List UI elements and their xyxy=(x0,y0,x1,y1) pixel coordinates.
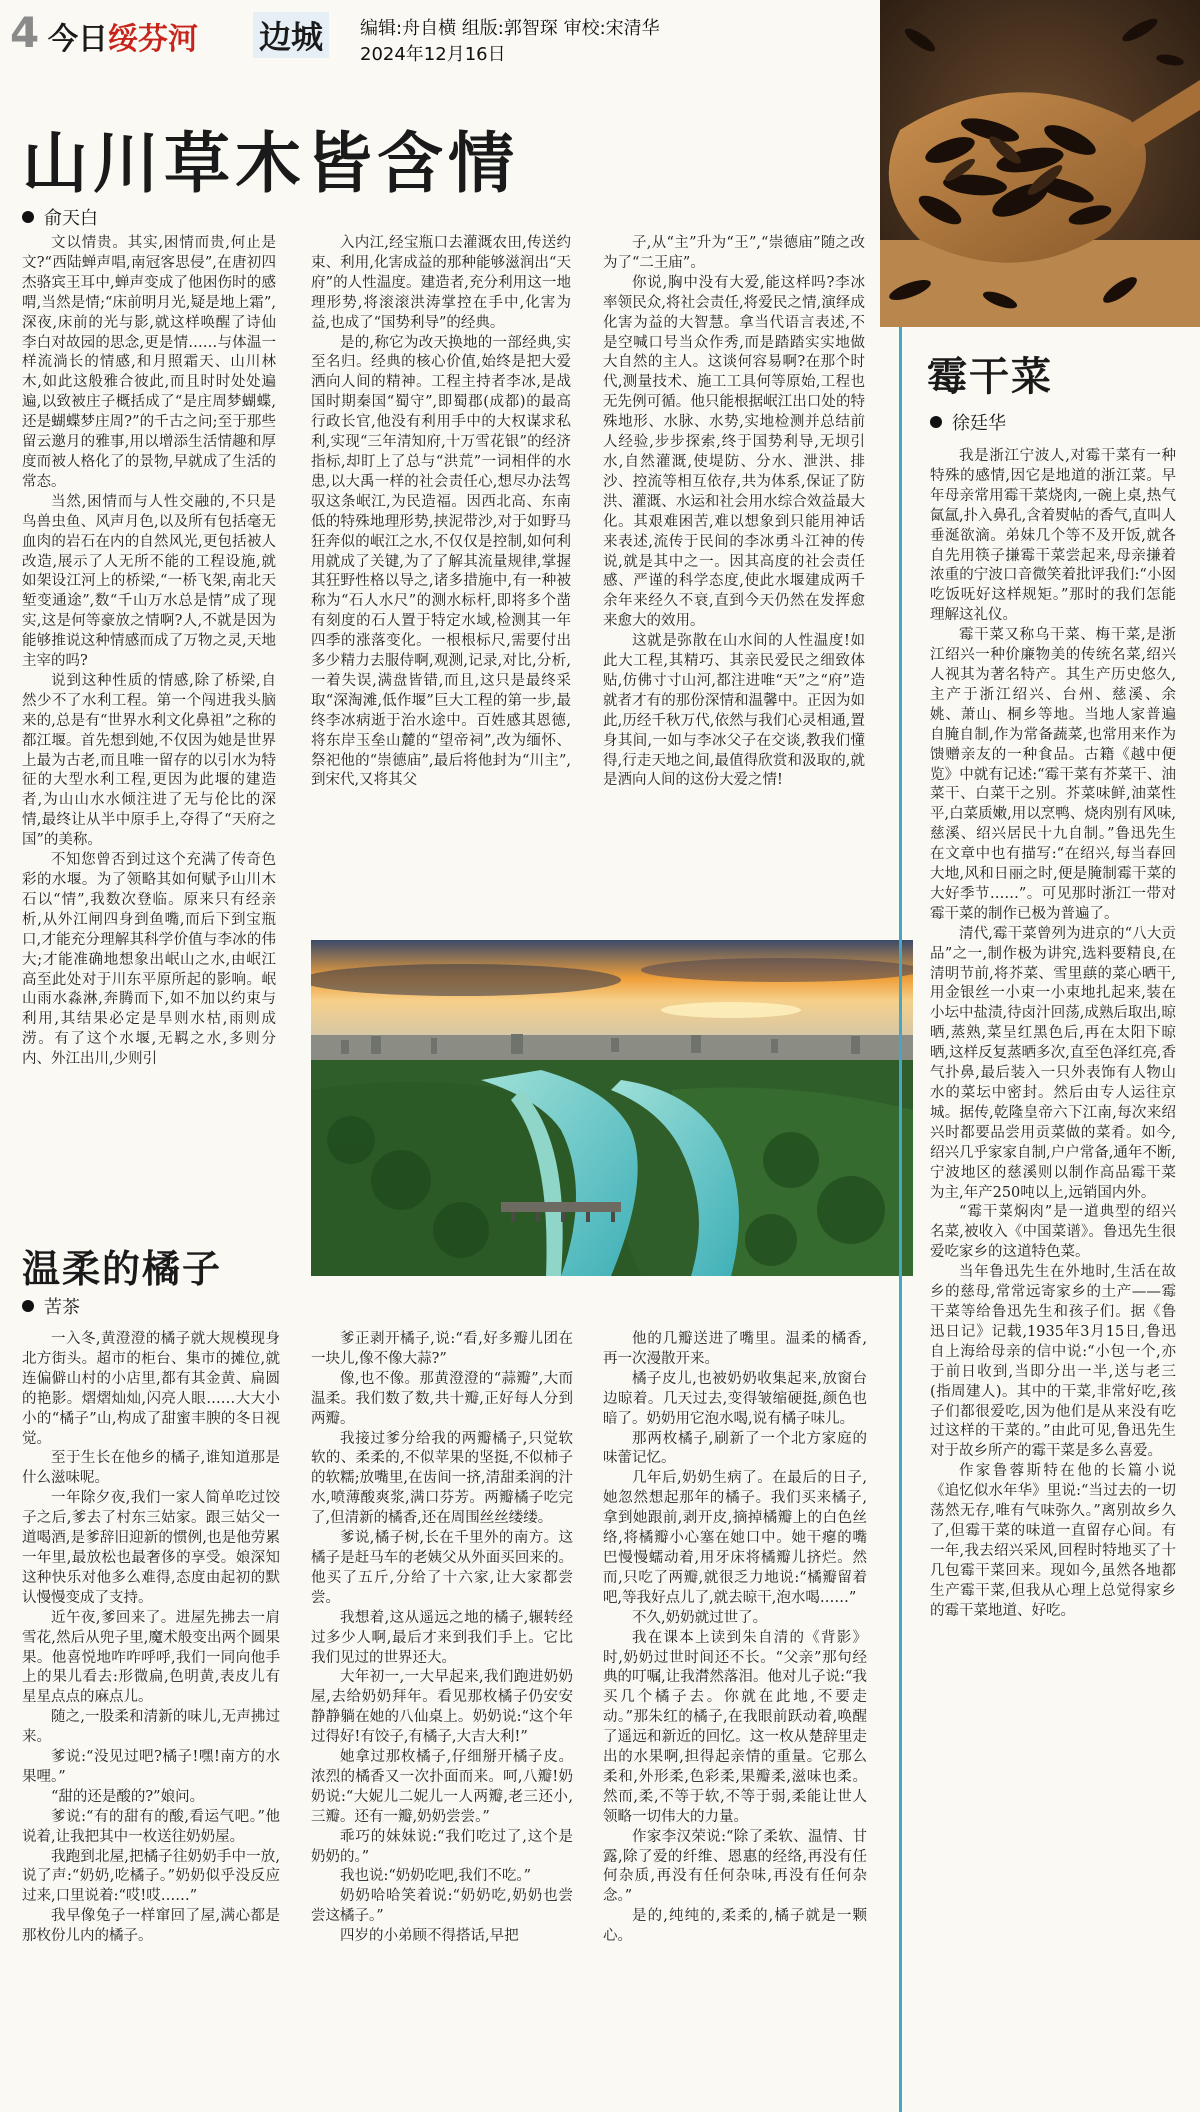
dried-vegetable-photo xyxy=(880,0,1200,327)
article-bottom-column-1 xyxy=(22,1330,280,2106)
paragraph: 霉干菜又称乌干菜、梅干菜,是浙江绍兴一种价廉物美的传统名菜,绍兴人视其为著名特产。其生产历史悠久,主产于浙江绍兴、台州、慈溪、余姚、萧山、桐乡等地。当地人家普遍自腌自制,作为常备蔬菜,也常用来作为馈赠亲友的一种食品。古籍《越中便览》中就有记述:“霉干菜有芥菜干、油菜干、白菜干之别。芥菜味鲜,油菜性平,白菜质嫩,用以烹鸭、烧肉别有风味,慈溪、绍兴居民十九自制。”鲁迅先生在文章中也有描写:“在绍兴,每当春回大地,风和日丽之时,便是腌制霉干菜的大好季节……”。可见那时浙江一带对霉干菜的制作已极为普遍了。 xyxy=(930,627,1176,922)
paragraph: “霉干菜焖肉”是一道典型的绍兴名菜,被收入《中国菜谱》。鲁迅先生很爱吃家乡的这道特色菜。 xyxy=(930,1204,1176,1261)
brand-part-1: 今日 xyxy=(48,22,108,57)
paragraph: 作家鲁蓉斯特在他的长篇小说《追忆似水年华》里说:“当过去的一切荡然无存,唯有气味弥久。”离别故乡久了,但霉干菜的味道一直留存心间。有一年,我去绍兴采风,回程时特地买了十几包霉干菜回来。现如今,虽然各地都生产霉干菜,但我从心理上总觉得家乡的霉干菜地道、好吃。 xyxy=(930,1463,1176,1619)
paragraph: 作家李汉荣说:“除了柔软、温情、甘露,除了爱的纤维、恩惠的经络,再没有任何杂质,再没有任何杂味,再没有任何杂念。” xyxy=(603,1828,867,1905)
paragraph: 随之,一股柔和清新的味儿,无声拂过来。 xyxy=(22,1709,280,1746)
brand-part-2: 绥芬河 xyxy=(108,22,198,57)
article-byline-main xyxy=(22,204,98,230)
paragraph: “甜的还是酸的?”娘问。 xyxy=(51,1788,205,1805)
paragraph: 四岁的小弟顾不得搭话,早把 xyxy=(340,1928,519,1945)
article-main-column-2 xyxy=(311,234,571,934)
article-main-column-1 xyxy=(22,234,276,1185)
column-divider xyxy=(899,327,902,2112)
article-bottom-column-3 xyxy=(603,1330,867,2106)
article-title-main: 山川草木皆含情 xyxy=(22,124,519,202)
article-byline-bottom xyxy=(22,1293,80,1319)
paragraph: 那两枚橘子,刷新了一个北方家庭的味蕾记忆。 xyxy=(603,1430,867,1467)
paragraph: 大年初一,一大早起来,我们跑进奶奶屋,去给奶奶拜年。看见那枚橘子仍安安静静躺在她的八仙桌上。奶奶说:“这个年过得好!有饺子,有橘子,大吉大利!” xyxy=(311,1669,573,1746)
bullet-icon xyxy=(930,416,942,428)
editor-line: 编辑:舟自横 组版:郭智琛 审校:宋清华 xyxy=(360,18,660,39)
paragraph: 爹说,橘子树,长在千里外的南方。这橘子是赶马车的老姨父从外面买回来的。他买了五斤,分给了十六家,让大家都尝尝。 xyxy=(311,1530,573,1606)
article-side-column xyxy=(930,447,1176,2107)
article-byline-side xyxy=(930,409,1006,435)
page-number: 4 xyxy=(10,8,40,57)
dujiangyan-illustration xyxy=(311,940,913,1276)
paragraph: 入内江,经宝瓶口去灌溉农田,传送约束、利用,化害成益的那种能够滋润出“天府”的人性温度。建造者,充分利用这一地理形势,将滚滚洪涛掌控在手中,化害为益,也成了“国势利导”的经典。 xyxy=(311,235,571,331)
paragraph: 是的,纯纯的,柔柔的,橘子就是一颗心。 xyxy=(603,1908,867,1945)
bullet-icon xyxy=(22,211,34,223)
paragraph: 一年除夕夜,我们一家人简单吃过饺子之后,爹去了村东三姑家。跟三姑父一道喝酒,是爹辞旧迎新的惯例,也是他劳累一年里,最放松也最奢侈的享受。娘深知这种快乐对他多么难得,态度由起初的默认慢慢变成了支持。 xyxy=(22,1490,280,1606)
paragraph: 爹正剥开橘子,说:“看,好多瓣儿团在一块儿,像不像大蒜?” xyxy=(311,1331,573,1367)
paragraph: 清代,霉干菜曾列为进京的“八大贡品”之一,制作极为讲究,选料要精良,在清明节前,将芥菜、雪里蕻的菜心晒干,用金银丝一小束一小束地扎起来,装在小坛中盐渍,待卤汁回荡,成熟后取出,晾晒,蒸熟,菜呈红黑色后,再在太阳下晾晒,这样反复蒸晒多次,直至色泽红亮,香气扑鼻,最后装入一只外表饰有人物山水的菜坛中密封。然后由专人运往京城。据传,乾隆皇帝六下江南,每次来绍兴时都要品尝用贡菜做的菜肴。如今,绍兴几乎家家自制,户户常备,通年不断,宁波地区的慈溪则以制作高品霉干菜为主,年产250吨以上,远销国内外。 xyxy=(930,925,1176,1201)
paragraph: 她拿过那枚橘子,仔细掰开橘子皮。浓烈的橘香又一次扑面而来。呵,八瓣!奶奶说:“大妮儿二妮儿一人两瓣,老三还小,三瓣。还有一瓣,奶奶尝尝。” xyxy=(311,1749,573,1825)
newspaper-brand xyxy=(48,14,198,58)
author-name: 俞天白 xyxy=(44,208,98,229)
paragraph: 他的几瓣送进了嘴里。温柔的橘香,再一次漫散开来。 xyxy=(603,1331,867,1367)
dujiangyan-photo xyxy=(311,940,913,1276)
bullet-icon xyxy=(22,1300,34,1312)
paragraph: 我在课本上读到朱自清的《背影》时,奶奶过世时间还不长。“父亲”那句经典的叮嘱,让我潸然落泪。他对儿子说:“我买几个橘子去。你就在此地,不要走动。”那朱红的橘子,在我眼前跃动着,唤醒了遥远和新近的回忆。这一枚从楚辞里走出的水果啊,担得起亲情的重量。它那么柔和,外形柔,色彩柔,果瓣柔,滋味也柔。然而,柔,不等于软,不等于弱,柔能让世人领略一切伟大的力量。 xyxy=(603,1629,867,1825)
article-title-side: 霉干菜 xyxy=(927,353,1053,400)
paragraph: 乖巧的妹妹说:“我们吃过了,这个是奶奶的。” xyxy=(311,1828,573,1865)
paragraph: 橘子皮儿,也被奶奶收集起来,放窗台边晾着。几天过去,变得皱缩硬挺,颜色也暗了。奶奶用它泡水喝,说有橘子味儿。 xyxy=(603,1370,867,1427)
paragraph: 我早像兔子一样窜回了屋,满心都是那枚份儿内的橘子。 xyxy=(22,1908,280,1945)
paragraph: 不久,奶奶就过世了。 xyxy=(632,1609,768,1626)
paragraph: 不知您曾否到过这个充满了传奇色彩的水堰。为了领略其如何赋予山川木石以“情”,我数次登临。原来只有经亲析,从外江闸四身到鱼嘴,而后下到宝瓶口,才能充分理解其科学价值与李冰的伟大;才能准确地想象出岷山之水,由岷江高至此处对于川东平原所起的影响。岷山雨水淼淋,奔腾而下,如不加以约束与利用,其结果必定是旱则水枯,雨则成涝。有了这个水堰,无羁之水,多则分内、外江出川,少则引 xyxy=(22,852,276,1068)
paragraph: 至于生长在他乡的橘子,谁知道那是什么滋味呢。 xyxy=(22,1450,280,1487)
paragraph: 我接过爹分给我的两瓣橘子,只觉软软的、柔柔的,不似苹果的坚挺,不似柿子的软糯;放嘴里,在齿间一挤,清甜柔润的汁水,喷薄酸爽浆,满口芬芳。两瓣橘子吃完了,但清新的橘香,还在周围丝丝缕缕。 xyxy=(311,1430,573,1527)
paragraph: 爹说:“没见过吧?橘子!嘿!南方的水果哩。” xyxy=(22,1749,280,1785)
article-title-bottom: 温柔的橘子 xyxy=(22,1246,223,1291)
article-bottom-column-2 xyxy=(311,1330,573,2106)
author-name: 苦茶 xyxy=(44,1297,80,1318)
paragraph: 我是浙江宁波人,对霉干菜有一种特殊的感情,因它是地道的浙江菜。早年母亲常用霉干菜烧肉,一碗上桌,热气氤氲,扑入鼻孔,含着熨帖的香气,直叫人垂涎欲滴。弟妹几个等不及开饭,就各自先用筷子搛霉干菜尝起来,母亲搛着浓重的宁波口音微笑着批评我们:“小囡吃饭呒好这样规矩。”那时的我们怎能理解这礼仪。 xyxy=(930,448,1176,624)
paragraph: 子,从“主”升为“王”,“崇德庙”随之改为了“二王庙”。 xyxy=(603,235,865,271)
paragraph: 是的,称它为改天换地的一部经典,实至名归。经典的核心价值,始终是把大爱洒向人间的精神。工程主持者李冰,是战国时期秦国“蜀守”,即蜀郡(成都)的最高行政长官,他没有利用手中的大权谋求私利,实现“三年清知府,十万雪花银”的经济指标,却盯上了总与“洪荒”一词相伴的水患,以大禹一样的社会责任心,想尽办法驾驭这条岷江,为民造福。因西北高、东南低的特殊地理形势,挟泥带沙,对于如野马狂奔似的岷江之水,不仅仅是控制,如何利用就成了关键,为了了解其流量规律,掌握其狂野性格以导之,诸多措施中,有一种被称为“石人水尺”的测水标杆,即将多个凿有刻度的石人置于特定水域,检测其一年四季的涨落变化。一根根标尺,需要付出多少精力去服侍啊,观测,记录,对比,分析,一着失误,满盘皆错,而且,这只是最终采取“深淘滩,低作堰”巨大工程的第一步,最终李冰病逝于治水途中。百姓感其恩德,将东岸玉垒山麓的“望帝祠”,改为缅怀、祭祀他的“崇德庙”,最后将他封为“川主”,到宋代,又将其父 xyxy=(311,334,571,789)
dried-vegetable-illustration xyxy=(880,0,1200,327)
paragraph: 当年鲁迅先生在外地时,生活在故乡的慈母,常常远寄家乡的土产——霉干菜等给鲁迅先生和孩子们。据《鲁迅日记》记载,1935年3月15日,鲁迅自上海给母亲的信中说:“小包一个,亦于前日收到,当即分出一半,送与老三(指周建人)。其中的干菜,非常好吃,孩子们都很爱吃,因为他们是从来没有吃过这样的干菜的。”由此可见,鲁迅先生对于故乡所产的霉干菜是多么喜爱。 xyxy=(930,1264,1176,1460)
paragraph: 奶奶哈哈笑着说:“奶奶吃,奶奶也尝尝这橘子。” xyxy=(311,1888,573,1925)
paragraph: 这就是弥散在山水间的人性温度!如此大工程,其精巧、其亲民爱民之细致体贴,仿佛寸寸山河,都注进唯“天”之“府”造就者才有的那份深情和温馨中。正因为如此,历经千秋万代,依然与我们心灵相通,置身其间,一如与李冰父子在交谈,教我们懂得,行走天地之间,最值得欣赏和汲取的,就是洒向人间的这份大爱之情! xyxy=(603,633,865,789)
paragraph: 你说,胸中没有大爱,能这样吗?李冰率领民众,将社会责任,将爱民之情,演绎成化害为益的大智慧。拿当代语言表述,不是空喊口号当众作秀,而是踏踏实实地做大自然的主人。这谈何容易啊?在那个时代,测量技术、施工工具何等原始,工程也无先例可循。他只能根据岷江出口处的特殊地形、水脉、水势,实地检测并总结前人经验,步步探索,终于国势利导,无坝引水,自然灌溉,使堤防、分水、泄洪、排沙、控流等相互依存,共为体系,保证了防洪、灌溉、水运和社会用水综合效益最大化。其艰难困苦,难以想象到只能用神话来表述,流传于民间的李冰勇斗江神的传说,就是其中之一。因其高度的社会责任感、严谨的科学态度,使此水堰建成两千余年来经久不衰,直到今天仍然在发挥愈来愈大的效用。 xyxy=(603,274,865,630)
issue-date: 2024年12月16日 xyxy=(360,44,506,65)
paragraph: 我想着,这从遥远之地的橘子,辗转经过多少人啊,最后才来到我们手上。它比我们见过的世界还大。 xyxy=(311,1609,573,1666)
paragraph: 近午夜,爹回来了。进屋先拂去一肩雪花,然后从兜子里,魔术般变出两个圆果果。他喜悦地咋咋呼呼,我们一同向他手上的果儿看去:形微扁,色明黄,表皮儿有星星点点的麻点儿。 xyxy=(22,1609,280,1706)
paragraph: 一入冬,黄澄澄的橘子就大规模现身北方街头。超市的柜台、集市的摊位,就连偏僻山村的小店里,都有其金黄、扁圆的艳影。熠熠灿灿,闪亮人眼……大大小小的“橘子”山,构成了甜蜜丰腴的冬日视觉。 xyxy=(22,1331,280,1447)
paragraph: 像,也不像。那黄澄澄的“蒜瓣”,大而温柔。我们数了数,共十瓣,正好每人分到两瓣。 xyxy=(311,1370,573,1427)
article-main-column-3 xyxy=(603,234,865,934)
paragraph: 说到这种性质的情感,除了桥梁,自然少不了水利工程。第一个闯进我头脑来的,总是有“世界水利文化鼻祖”之称的都江堰。首先想到她,不仅因为她是世界上最为古老,而且唯一留存的以引水为特征的大型水利工程,更因为此堰的建造者,为山山水水倾注进了无与伦比的深情,最终让从半中原手上,夺得了“天府之国”的美称。 xyxy=(22,672,276,849)
paragraph: 我也说:“奶奶吃吧,我们不吃。” xyxy=(340,1868,532,1885)
paragraph: 当然,困情而与人性交融的,不只是鸟兽虫鱼、风声月色,以及所有包括毫无血肉的岩石在内的自然风光,更包括被人改造,展示了人无所不能的工程设施,就如架设江河上的桥梁,“一桥飞架,南北天堑变通途”,数“千山万水总是情”成了现实,这是何等豪放之情啊?人,不就是因为能够推说这种情感而成了万物之灵,天地主宰的吗? xyxy=(22,493,276,670)
paragraph: 几年后,奶奶生病了。在最后的日子,她忽然想起那年的橘子。我们买来橘子,拿到她跟前,剥开皮,摘掉橘瓣上的白色丝络,将橘瓣小心塞在她口中。她干瘪的嘴巴慢慢蠕动着,用牙床将橘瓣儿挤烂。然而,只吃了两瓣,就很乏力地说:“橘瓣留着吧,等我好点儿了,就去晾干,泡水喝……” xyxy=(603,1470,867,1606)
paragraph: 文以情贵。其实,困情而贵,何止是文?“西陆蝉声唱,南冠客思侵”,在唐初四杰骆宾王耳中,蝉声变成了他困伤时的感喟,当然是情;“床前明月光,疑是地上霜”,深夜,床前的光与影,就这样唤醒了诗仙李白对故园的思念,更是情……与体温一样流淌长的情感,和月照霜天、山川林木,如此这般雅合彼此,而且时时处处遍遍,以致被庄子概括成了“是庄周梦蝴蝶,还是蝴蝶梦庄周?”的千古之问;至于那些留云邀月的雅事,用以增添生活情趣和厚度而被人格化了的景物,早就成了生活的常态。 xyxy=(22,235,276,490)
section-name: 边城 xyxy=(253,12,329,58)
author-name: 徐廷华 xyxy=(952,413,1006,434)
paragraph: 我跑到北屋,把橘子往奶奶手中一放,说了声:“奶奶,吃橘子。”奶奶似乎没反应过来,口里说着:“哎!哎……” xyxy=(22,1848,280,1905)
paragraph: 爹说:“有的甜有的酸,看运气吧。”他说着,让我把其中一枚送往奶奶屋。 xyxy=(22,1808,280,1845)
credits xyxy=(360,16,660,68)
